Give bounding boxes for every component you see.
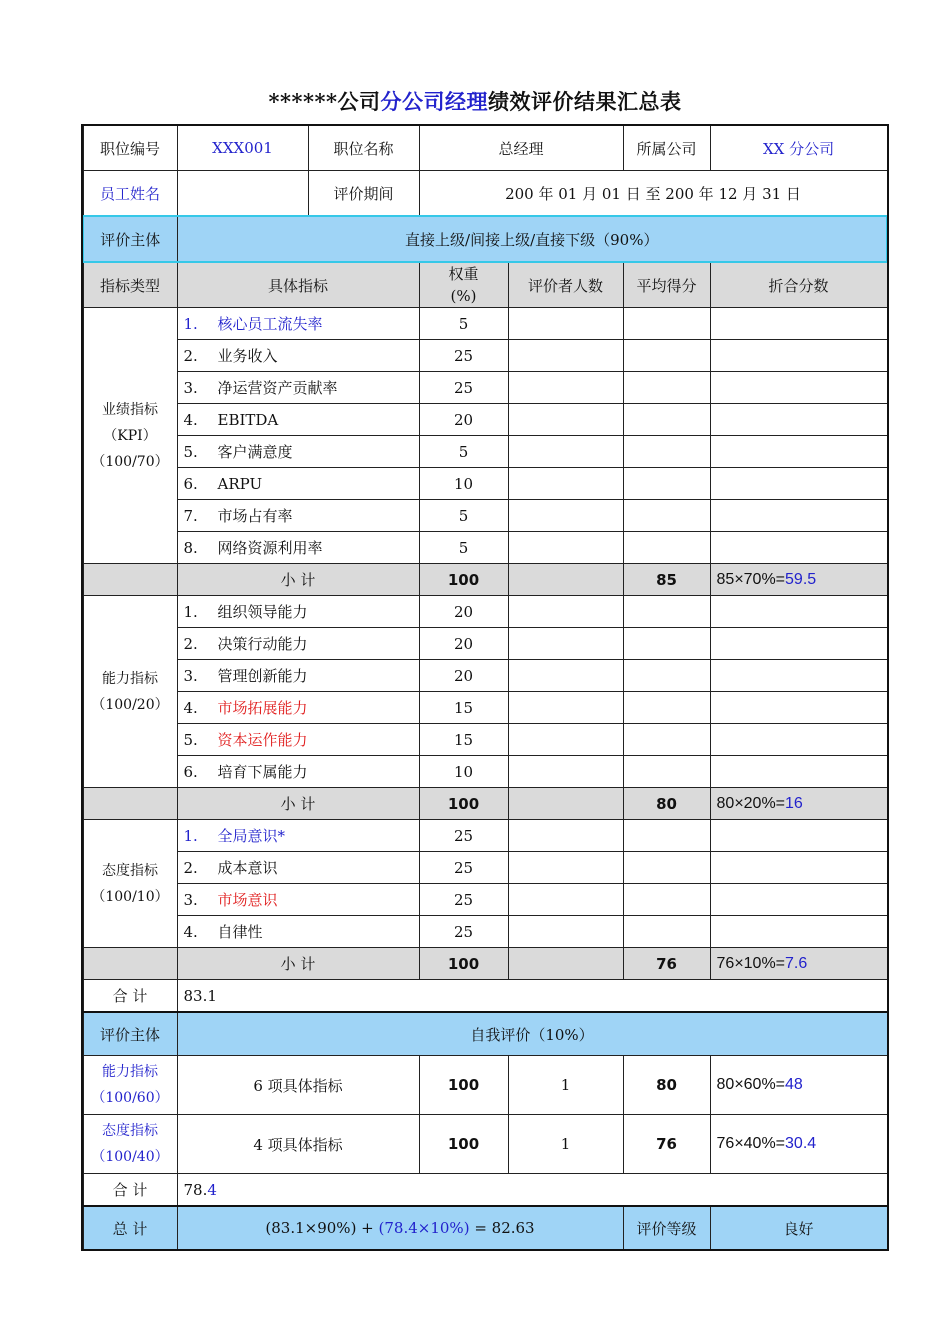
table-row — [83, 884, 887, 916]
self-weight-2: 100 — [419, 1115, 508, 1174]
kpi-avg-1[interactable] — [623, 308, 710, 340]
attitude-subtotal-score: 76×10%=7.6 — [710, 948, 887, 980]
ability-weight-1: 20 — [419, 596, 508, 628]
position-code-label: 职位编号 — [83, 126, 177, 171]
kpi-weight-8: 5 — [419, 532, 508, 564]
total1-row — [83, 980, 887, 1013]
ability-weight-4: 15 — [419, 692, 508, 724]
table-row — [83, 660, 887, 692]
attitude-type-cell — [83, 820, 177, 948]
attitude-weight-1: 25 — [419, 820, 508, 852]
kpi-score-1[interactable] — [710, 308, 887, 340]
company-value[interactable]: XX 分公司 — [710, 126, 887, 171]
ability-item-5: 5. 资本运作能力 — [177, 724, 419, 756]
ability-subtotal-row — [83, 788, 887, 820]
table-row — [83, 724, 887, 756]
kpi-raters-1[interactable] — [508, 308, 623, 340]
kpi-type3: （100/70） — [91, 453, 169, 470]
period-value[interactable]: 200 年 01 月 01 日 至 200 年 12 月 31 日 — [419, 171, 887, 217]
ability-weight-2: 20 — [419, 628, 508, 660]
self-desc-2: 4 项具体指标 — [177, 1115, 419, 1174]
self-raters-2: 1 — [508, 1115, 623, 1174]
kpi-subtotal-weight: 100 — [419, 564, 508, 596]
attitude-subtotal-avg: 76 — [623, 948, 710, 980]
subject-row-2 — [83, 1012, 887, 1056]
self-row-1 — [83, 1056, 887, 1115]
kpi-type-cell — [83, 308, 177, 564]
info-row-1 — [83, 126, 887, 171]
table-row — [83, 500, 887, 532]
table-row — [83, 596, 887, 628]
header-indicator: 具体指标 — [177, 262, 419, 308]
header-score: 折合分数 — [710, 262, 887, 308]
title-prefix: ******公司 — [268, 89, 381, 114]
page-title — [0, 86, 950, 116]
attitude-item-3: 3. 市场意识 — [177, 884, 419, 916]
kpi-weight-3: 25 — [419, 372, 508, 404]
table-row — [83, 852, 887, 884]
self-score-1: 80×60%=48 — [710, 1056, 887, 1115]
ability-weight-6: 10 — [419, 756, 508, 788]
subject2-label: 评价主体 — [83, 1012, 177, 1056]
ability-item-4: 4. 市场拓展能力 — [177, 692, 419, 724]
header-weight-line2: (%) — [450, 287, 477, 305]
kpi-subtotal-row — [83, 564, 887, 596]
employee-value[interactable] — [177, 171, 308, 217]
kpi-weight-5: 5 — [419, 436, 508, 468]
header-type: 指标类型 — [83, 262, 177, 308]
table-row — [83, 404, 887, 436]
kpi-weight-1: 5 — [419, 308, 508, 340]
kpi-type: 业绩指标 — [102, 401, 158, 418]
attitude-subtotal-row — [83, 948, 887, 980]
ability-item-6: 6. 培育下属能力 — [177, 756, 419, 788]
title-suffix: 绩效评价结果汇总表 — [487, 89, 682, 114]
table-row — [83, 916, 887, 948]
attitude-weight-2: 25 — [419, 852, 508, 884]
grade-label: 评价等级 — [623, 1206, 710, 1250]
attitude-item-4: 4. 自律性 — [177, 916, 419, 948]
header-weight-line1: 权重 — [448, 265, 479, 283]
kpi-item-3: 3. 净运营资产贡献率 — [177, 372, 419, 404]
ability-subtotal-avg: 80 — [623, 788, 710, 820]
position-name-label: 职位名称 — [308, 126, 419, 171]
kpi-weight-2: 25 — [419, 340, 508, 372]
kpi-subtotal-score: 85×70%=59.5 — [710, 564, 887, 596]
subject-row-1 — [83, 216, 887, 262]
table-row — [83, 532, 887, 564]
header-weight — [419, 262, 508, 308]
info-row-2 — [83, 171, 887, 217]
kpi-type2: （KPI） — [103, 427, 157, 444]
period-label: 评价期间 — [308, 171, 419, 217]
self-type-1: 能力指标 （100/60） — [83, 1056, 177, 1115]
header-row — [83, 262, 887, 308]
ability-type: 能力指标 — [102, 670, 158, 687]
self-row-2 — [83, 1115, 887, 1174]
kpi-item-6: 6. ARPU — [177, 468, 419, 500]
table-row — [83, 692, 887, 724]
kpi-weight-4: 20 — [419, 404, 508, 436]
header-avg: 平均得分 — [623, 262, 710, 308]
attitude-weight-4: 25 — [419, 916, 508, 948]
title-highlight: 分公司经理 — [380, 89, 488, 114]
attitude-subtotal-label: 小 计 — [177, 948, 419, 980]
ability-weight-3: 20 — [419, 660, 508, 692]
grade-value: 良好 — [710, 1206, 887, 1250]
ability-item-1: 1. 组织领导能力 — [177, 596, 419, 628]
kpi-item-1: 1. 核心员工流失率 — [177, 308, 419, 340]
ability-subtotal-label: 小 计 — [177, 788, 419, 820]
subject-value: 直接上级/间接上级/直接下级（90%） — [177, 216, 887, 262]
grand-total-label: 总 计 — [83, 1206, 177, 1250]
table-row — [83, 372, 887, 404]
self-avg-1: 80 — [623, 1056, 710, 1115]
grand-formula: (83.1×90%) + (78.4×10%) = 82.63 — [177, 1206, 623, 1250]
table-row — [83, 820, 887, 852]
self-weight-1: 100 — [419, 1056, 508, 1115]
kpi-item-2: 2. 业务收入 — [177, 340, 419, 372]
company-label: 所属公司 — [623, 126, 710, 171]
total1-label: 合 计 — [83, 980, 177, 1013]
kpi-weight-7: 5 — [419, 500, 508, 532]
ability-type-cell — [83, 596, 177, 788]
kpi-subtotal-avg: 85 — [623, 564, 710, 596]
position-name[interactable]: 总经理 — [419, 126, 623, 171]
attitude-type: 态度指标 — [102, 862, 158, 879]
employee-label: 员工姓名 — [83, 171, 177, 217]
ability-type2: （100/20） — [91, 696, 169, 713]
kpi-item-4: 4. EBITDA — [177, 404, 419, 436]
attitude-item-1: 1. 全局意识* — [177, 820, 419, 852]
total1-value: 83.1 — [177, 980, 887, 1013]
table-row — [83, 340, 887, 372]
table-row — [83, 436, 887, 468]
total2-value: 78.4 — [177, 1174, 887, 1207]
table-row — [83, 628, 887, 660]
table-row — [83, 468, 887, 500]
attitude-weight-3: 25 — [419, 884, 508, 916]
attitude-item-2: 2. 成本意识 — [177, 852, 419, 884]
self-type-2: 态度指标 （100/40） — [83, 1115, 177, 1174]
ability-item-3: 3. 管理创新能力 — [177, 660, 419, 692]
self-score-2: 76×40%=30.4 — [710, 1115, 887, 1174]
evaluation-table — [82, 125, 888, 1250]
ability-weight-5: 15 — [419, 724, 508, 756]
header-raters: 评价者人数 — [508, 262, 623, 308]
self-avg-2: 76 — [623, 1115, 710, 1174]
ability-item-2: 2. 决策行动能力 — [177, 628, 419, 660]
grand-total-row — [83, 1206, 887, 1250]
attitude-subtotal-weight: 100 — [419, 948, 508, 980]
total2-row — [83, 1174, 887, 1207]
position-code[interactable]: XXX001 — [177, 126, 308, 171]
ability-subtotal-score: 80×20%=16 — [710, 788, 887, 820]
ability-subtotal-weight: 100 — [419, 788, 508, 820]
kpi-weight-6: 10 — [419, 468, 508, 500]
kpi-item-8: 8. 网络资源利用率 — [177, 532, 419, 564]
subject-label: 评价主体 — [83, 216, 177, 262]
table-row — [83, 756, 887, 788]
total2-label: 合 计 — [83, 1174, 177, 1207]
table-row — [83, 308, 887, 340]
kpi-item-5: 5. 客户满意度 — [177, 436, 419, 468]
subject2-value: 自我评价（10%） — [177, 1012, 887, 1056]
kpi-subtotal-label: 小 计 — [177, 564, 419, 596]
self-desc-1: 6 项具体指标 — [177, 1056, 419, 1115]
attitude-type2: （100/10） — [91, 888, 169, 905]
self-raters-1: 1 — [508, 1056, 623, 1115]
kpi-item-7: 7. 市场占有率 — [177, 500, 419, 532]
